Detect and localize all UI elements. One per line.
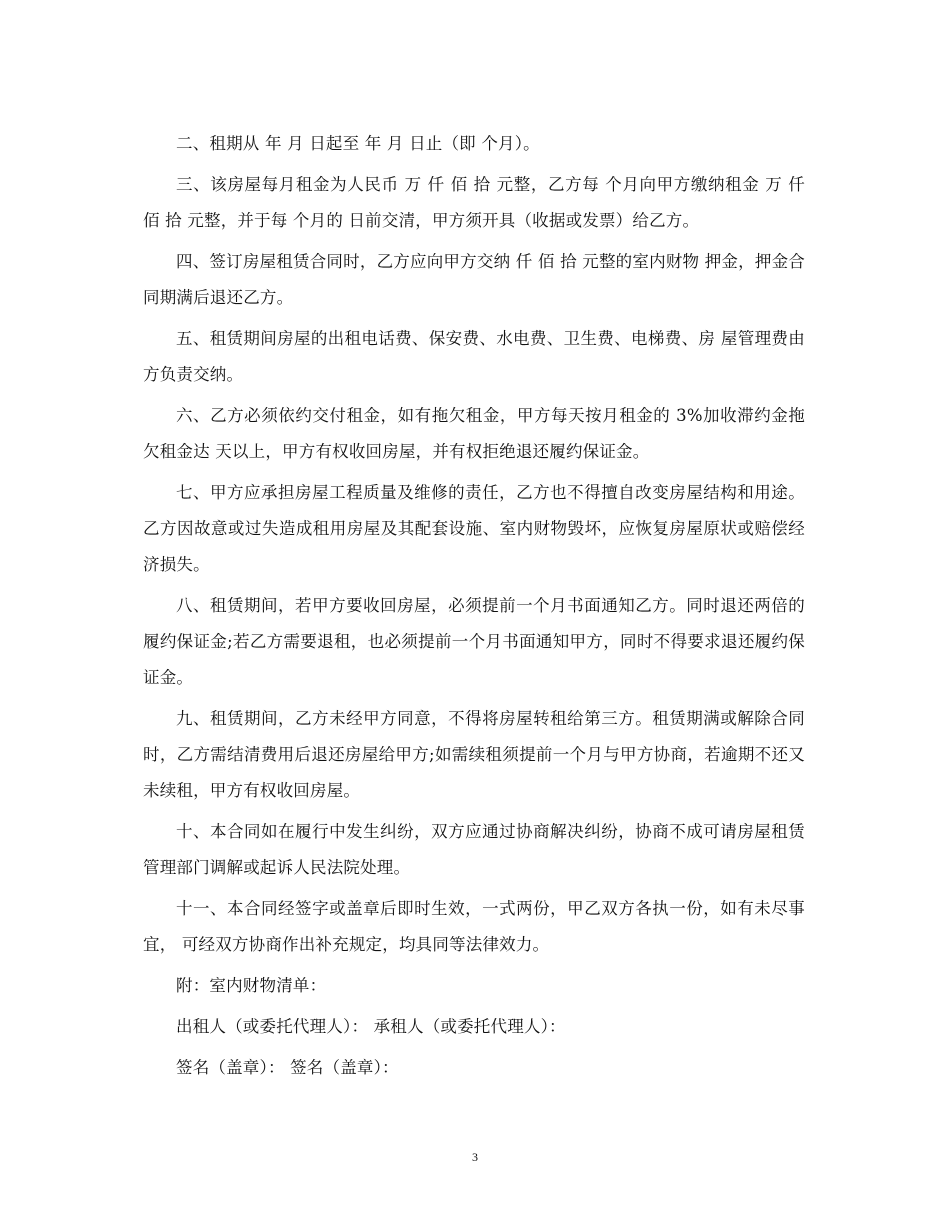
clause-utility-fees: 五、租赁期间房屋的出租电话费、保安费、水电费、卫生费、电梯费、房 屋管理费由 方负责交纳。: [143, 329, 805, 384]
clause-lease-term: 二、租期从 年 月 日起至 年 月 日止（即 个月）。: [176, 134, 540, 153]
attachment-inventory: 附：室内财物清单：: [176, 976, 327, 995]
clause-effectiveness: 十一、本合同经签字或盖章后即时生效，一式两份，甲乙双方各执一份，如有未尽事宜， 可经双方协商作出补充规定，均具同等法律效力。: [143, 899, 805, 954]
parties-line: 出租人（或委托代理人）： 承租人（或委托代理人）：: [176, 1017, 566, 1036]
clause-monthly-rent: 三、该房屋每月租金为人民币 万 仟 佰 拾 元整，乙方每 个月向甲方缴纳租金 万 仟 佰 拾 元整，并于每 个月的 日前交清，甲方须开具（收据或发票）给乙方。: [143, 175, 805, 230]
clause-late-payment: 六、乙方必须依约交付租金，如有拖欠租金，甲方每天按月租金的 3%加收滞约金拖欠租金达 天以上，甲方有权收回房屋，并有权拒绝退还履约保证金。: [143, 406, 805, 461]
clause-sublease: 九、租赁期间，乙方未经甲方同意，不得将房屋转租给第三方。租赁期满或解除合同时，乙方需结清费用后退还房屋给甲方;如需续租须提前一个月与甲方协商，若逾期不还又未续租，甲方有权收回房屋。: [143, 709, 805, 800]
clause-deposit: 四、签订房屋租赁合同时，乙方应向甲方交纳 仟 佰 拾 元整的室内财物 押金，押金合同期满后退还乙方。: [143, 252, 805, 307]
clause-maintenance: 七、甲方应承担房屋工程质量及维修的责任，乙方也不得擅自改变房屋结构和用途。乙方因故意或过失造成租用房屋及其配套设施、室内财物毁坏，应恢复房屋原状或赔偿经济损失。: [143, 483, 805, 574]
clause-disputes: 十、本合同如在履行中发生纠纷，双方应通过协商解决纠纷，协商不成可请房屋租赁管理部门调解或起诉人民法院处理。: [143, 822, 805, 877]
page-number: 3: [472, 1150, 478, 1164]
clause-early-termination: 八、租赁期间，若甲方要收回房屋，必须提前一个月书面通知乙方。同时退还两倍的履约保证金;若乙方需要退租，也必须提前一个月书面通知甲方，同时不得要求退还履约保证金。: [143, 596, 805, 687]
signature-line: 签名（盖章）： 签名（盖章）：: [176, 1058, 399, 1077]
contract-body: [143, 126, 805, 1091]
